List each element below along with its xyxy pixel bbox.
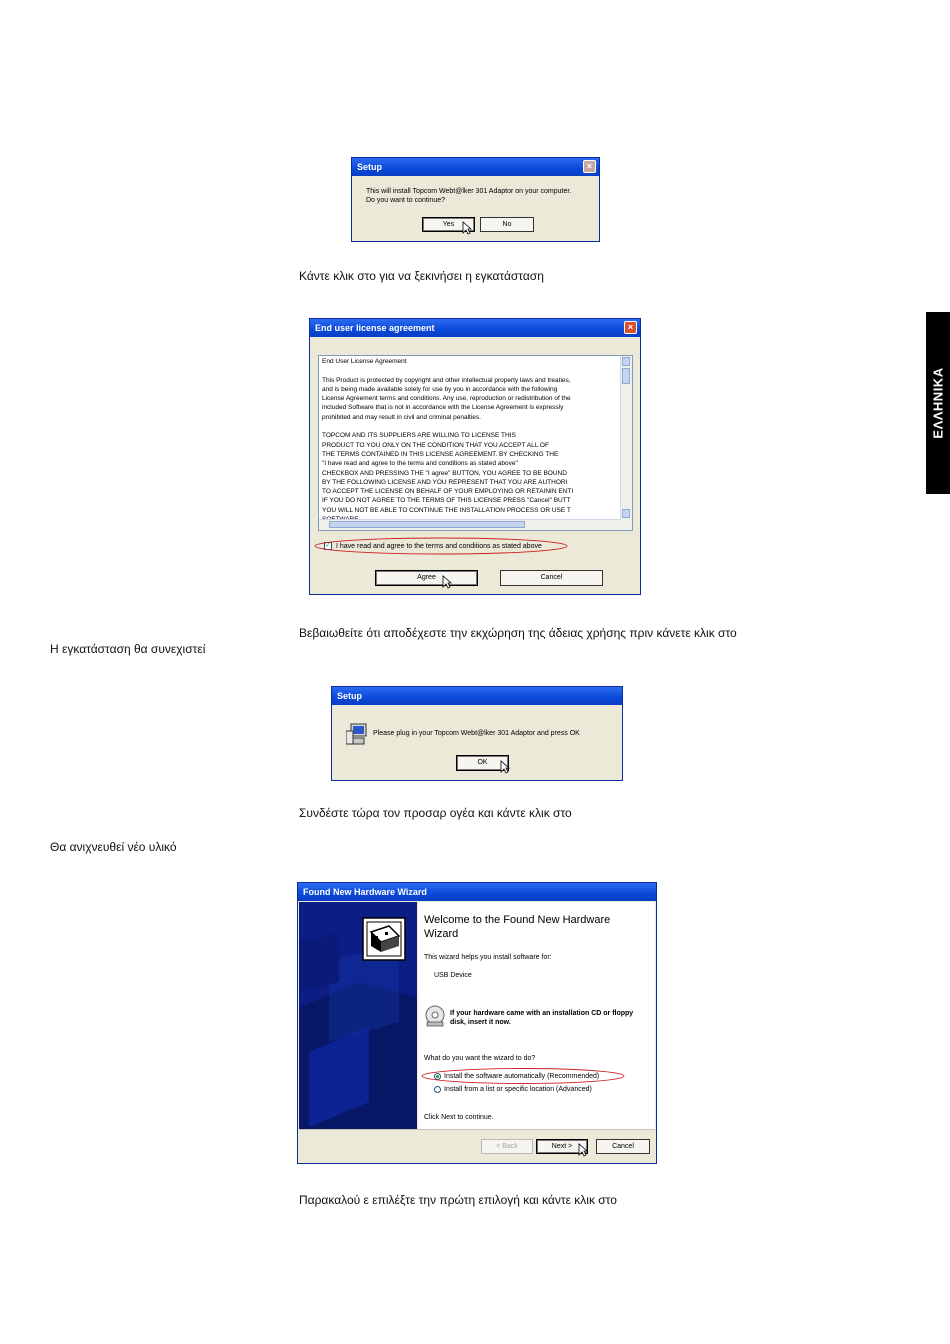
setup-dialog-title: Setup [357, 162, 383, 172]
license-text-line: YOU WILL NOT BE ABLE TO CONTINUE THE INSTALLATION PROCESS OR USE T [322, 506, 571, 514]
option-install-auto-label: Install the software automatically (Recommended) [444, 1073, 600, 1080]
vertical-scrollbar[interactable] [620, 356, 632, 530]
wizard-button-bar [299, 1129, 655, 1162]
yes-button[interactable]: Yes [422, 217, 475, 232]
highlight-ellipse [420, 1067, 626, 1085]
language-side-tab [926, 312, 950, 494]
agree-button[interactable]: Agree [375, 570, 478, 586]
setup-dialog-titlebar [332, 687, 622, 705]
cd-instruction: If your hardware came with an installation CD or floppy disk, insert it now. [450, 1010, 634, 1026]
setup-message-line1: This will install Topcom Webt@lker 301 Adaptor on your computer. [366, 188, 572, 195]
wizard-title: Found New Hardware Wizard [303, 887, 427, 897]
setup-dialog-plugin [331, 686, 623, 781]
license-text-line: included Software that is not in accordance with the License Agreement is expressly [322, 404, 564, 412]
option-install-list[interactable] [434, 1085, 592, 1094]
license-text-line: This Product is protected by copyright and other intellectual property laws and treaties, [322, 376, 571, 384]
license-text-line [322, 366, 573, 375]
license-text-line: THE TERMS CONTAINED IN THIS LICENSE AGREEMENT. BY CHECKING THE [322, 450, 559, 458]
license-text-line: BY THE FOLLOWING LICENSE AND YOU REPRESENT THAT YOU ARE AUTHORI [322, 478, 568, 486]
license-text-line: PRODUCT TO YOU ONLY ON THE CONDITION THAT YOU ACCEPT ALL OF [322, 441, 549, 449]
license-text-line: TO ACCEPT THE LICENSE ON BEHALF OF YOUR EMPLOYING OR RETAININ ENTI [322, 488, 574, 496]
caption-install-continues: Η εγκατάσταση θα συνεχιστεί [50, 642, 206, 656]
caption-plug-adapter: Συνδέστε τώρα τον προσαρ ογέα και κάντε κλικ στο [299, 806, 572, 820]
license-text-line: and is being made available solely for use by you in accordance with the following [322, 385, 558, 393]
radio-empty-icon[interactable] [434, 1086, 441, 1093]
eula-titlebar [310, 319, 640, 337]
language-label: ΕΛΛΗΝΙΚΑ [930, 367, 946, 439]
mouse-cursor-icon [500, 760, 510, 774]
wizard-titlebar [298, 883, 656, 901]
wizard-graphic-panel [299, 902, 417, 1130]
plugin-message: Please plug in your Topcom Webt@lker 301 Adaptor and press OK [373, 730, 580, 737]
computer-icon [346, 722, 368, 746]
cancel-button[interactable]: Cancel [500, 570, 603, 586]
license-text-line: TOPCOM AND ITS SUPPLIERS ARE WILLING TO LICENSE THIS [322, 432, 516, 440]
setup-dialog-titlebar [352, 158, 599, 176]
wizard-heading: Welcome to the Found New Hardware Wizard [424, 914, 611, 940]
caption-start-install: Κάντε κλικ στο για να ξεκινήσει η εγκατάσταση [299, 269, 544, 283]
hardware-wizard-dialog [297, 882, 657, 1164]
mouse-cursor-icon [578, 1143, 588, 1157]
mouse-cursor-icon [442, 575, 452, 589]
caption-new-hardware: Θα ανιχνευθεί νέο υλικό [50, 840, 177, 854]
wizard-helps-text: This wizard helps you install software for: [424, 954, 552, 961]
license-text-line: CHECKBOX AND PRESSING THE "I agree" BUTTON, YOU AGREE TO BE BOUND [322, 469, 567, 477]
caption-accept-license: Βεβαιωθείτε ότι αποδέχεστε την εκχώρηση της άδειας χρήσης πριν κάνετε κλικ στο [299, 626, 737, 640]
setup-dialog-continue [351, 157, 600, 242]
eula-dialog [309, 318, 641, 595]
next-button[interactable]: Next > [536, 1139, 588, 1154]
cancel-button[interactable]: Cancel [596, 1139, 650, 1154]
license-text [322, 357, 573, 524]
device-name: USB Device [434, 972, 472, 979]
license-text-line: "I have read and agree to the terms and conditions as stated above" [322, 460, 518, 468]
agree-checkbox-label: I have read and agree to the terms and conditions as stated above [336, 543, 542, 550]
close-icon[interactable]: × [583, 160, 596, 173]
license-text-line: prohibited and may result in civil and criminal penalties. [322, 413, 481, 421]
agree-checkbox[interactable]: ✓ [325, 542, 331, 549]
no-button[interactable]: No [480, 217, 534, 232]
horizontal-scrollbar[interactable] [319, 519, 621, 530]
setup-message-line2: Do you want to continue? [366, 197, 445, 204]
mouse-cursor-icon [462, 221, 472, 235]
eula-title: End user license agreement [315, 323, 435, 333]
caption-select-first-option: Παρακαλού ε επιλέξτε την πρώτη επιλογή και κάντε κλικ στο [299, 1193, 617, 1207]
license-text-line: End User License Agreement [322, 358, 407, 365]
cd-icon [425, 1005, 445, 1027]
license-text-line: IF YOU DO NOT AGREE TO THE TERMS OF THIS LICENSE PRESS "Cancel" BUTT [322, 497, 571, 505]
wizard-question: What do you want the wizard to do? [424, 1055, 536, 1062]
license-textbox[interactable] [318, 355, 633, 531]
back-button[interactable]: < Back [481, 1139, 533, 1154]
wizard-continue-text: Click Next to continue. [424, 1114, 494, 1121]
option-install-list-label: Install from a list or specific location (Advanced) [444, 1086, 592, 1093]
wizard-content [418, 902, 655, 1130]
license-text-line [322, 422, 573, 431]
license-text-line: License Agreement terms and conditions. Any use, reproduction or redistribution of the [322, 395, 571, 403]
close-icon[interactable]: × [624, 321, 637, 334]
ok-button[interactable]: OK [456, 755, 509, 771]
setup-dialog-title: Setup [337, 691, 363, 701]
highlight-ellipse [313, 536, 569, 556]
